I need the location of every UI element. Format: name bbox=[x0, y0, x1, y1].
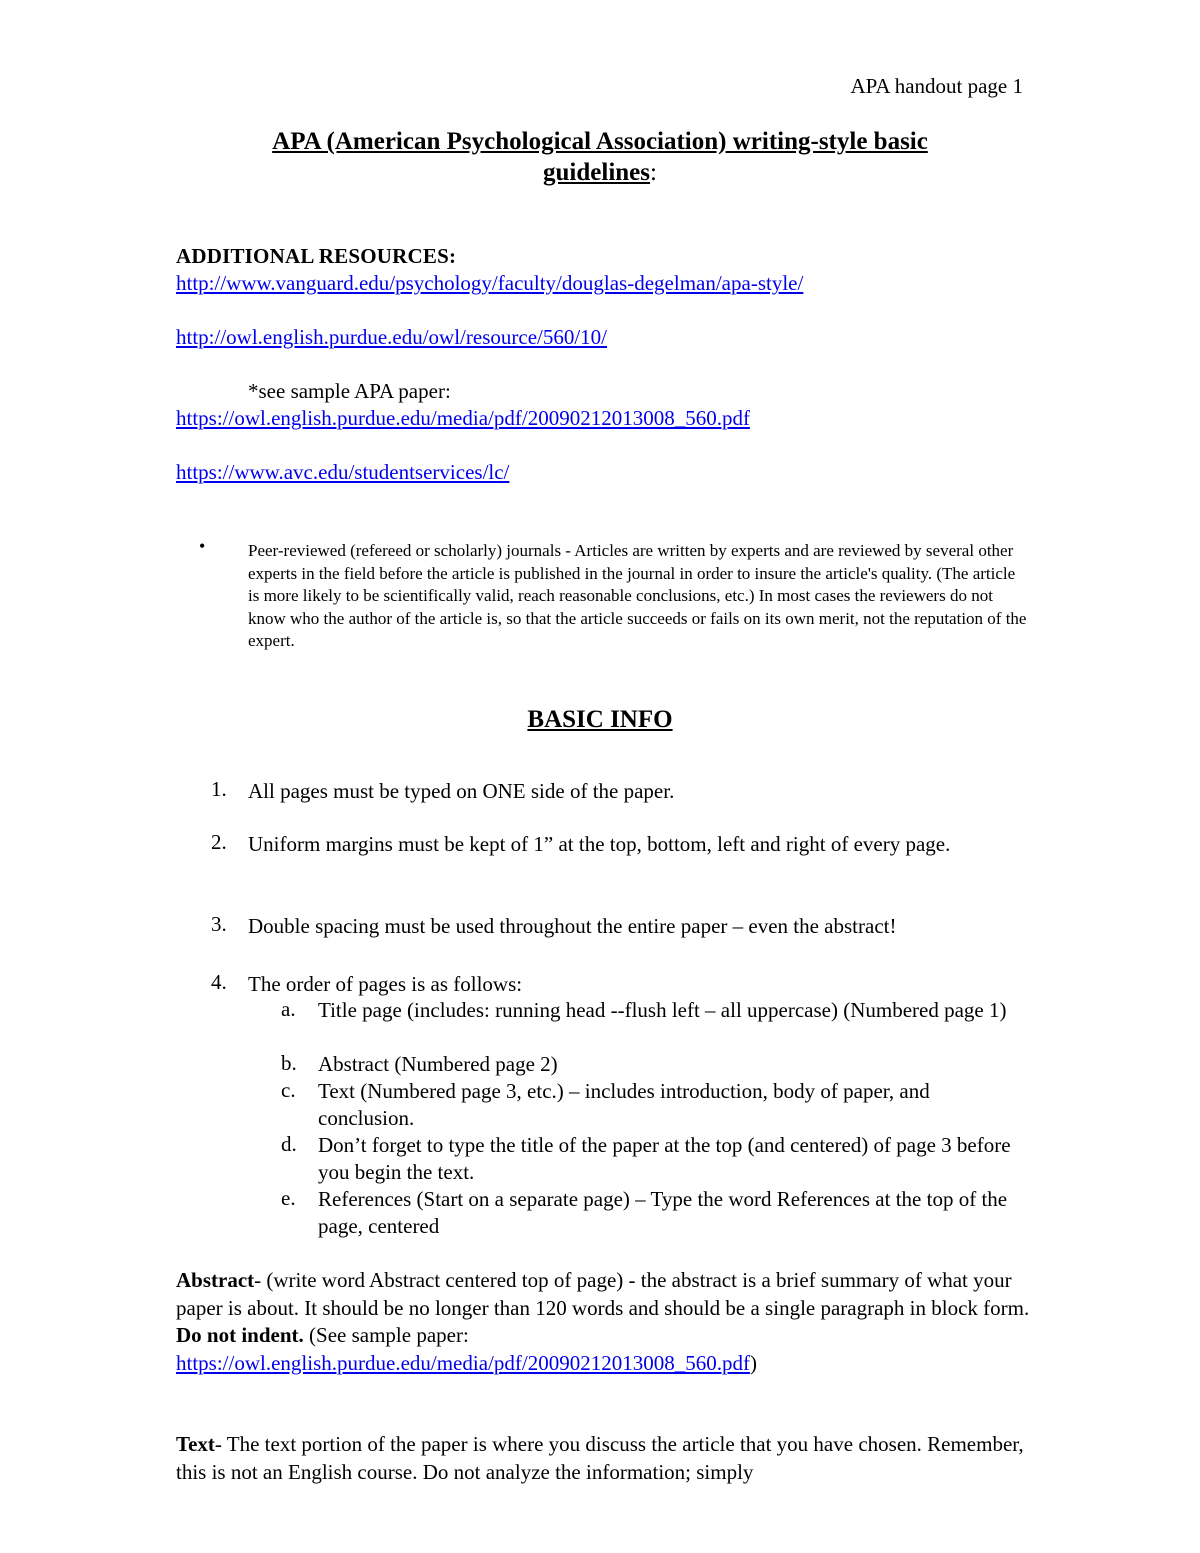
list-number: 1. bbox=[211, 777, 227, 801]
see-sample-label: *see sample APA paper: bbox=[248, 379, 451, 403]
resources-heading: ADDITIONAL RESOURCES: bbox=[176, 244, 457, 268]
link-avc[interactable]: https://www.avc.edu/studentservices/lc/ bbox=[176, 460, 510, 484]
text-paragraph bbox=[176, 1431, 1036, 1486]
bullet-icon: • bbox=[199, 536, 206, 556]
title-colon: : bbox=[650, 159, 657, 186]
link-vanguard[interactable]: http://www.vanguard.edu/psychology/faculty/douglas-degelman/apa-style/ bbox=[176, 271, 804, 295]
abstract-text: - (write word Abstract centered top of page) - the abstract is a brief summary of what your paper is about. It should be no longer than 120 words and should be a single paragraph in block form. bbox=[176, 1268, 1030, 1320]
abstract-sample-link[interactable]: https://owl.english.purdue.edu/media/pdf/20090212013008_560.pdf bbox=[176, 1350, 750, 1375]
title-line-1: APA (American Psychological Association) writing-style basic bbox=[272, 128, 928, 155]
list-number: 3. bbox=[211, 912, 227, 936]
sublist-item: References (Start on a separate page) – Type the word References at the top of the page, centered bbox=[318, 1187, 1008, 1238]
sublist-item: Text (Numbered page 3, etc.) – includes introduction, body of paper, and conclusion. bbox=[318, 1079, 930, 1130]
sublist-item: Title page (includes: running head --flush left – all uppercase) (Numbered page 1) bbox=[318, 998, 1007, 1022]
text-label: Text bbox=[176, 1432, 215, 1456]
text-body: - The text portion of the paper is where you discuss the article that you have chosen. Remember, this is not an English course. Do not analyze the information; simply bbox=[176, 1432, 1024, 1484]
list-item: All pages must be typed on ONE side of the paper. bbox=[248, 779, 675, 803]
sublist-letter: b. bbox=[281, 1051, 297, 1075]
sublist-letter: e. bbox=[281, 1186, 296, 1210]
abstract-label: Abstract bbox=[176, 1268, 255, 1292]
sublist-letter: a. bbox=[281, 997, 296, 1021]
list-item: Double spacing must be used throughout the entire paper – even the abstract! bbox=[248, 914, 897, 938]
sublist-item: Don’t forget to type the title of the paper at the top (and centered) of page 3 before you begin the text. bbox=[318, 1133, 1011, 1184]
abstract-paragraph bbox=[176, 1267, 1036, 1377]
list-number: 2. bbox=[211, 830, 227, 854]
peer-reviewed-bullet: Peer-reviewed (refereed or scholarly) journals - Articles are written by experts and are reviewed by several other experts in the field before the article is published in the journal in order to insure the article's quality. (The article is more likely to be scientifically valid, reach reasonable conclusions, etc.) In most cases the reviewers do not know who the author of the article is, so that the article succeeds or fails on its own merit, not the reputation of the expert. bbox=[248, 541, 1027, 650]
abstract-text-2: (See sample paper: bbox=[303, 1323, 469, 1347]
list-number: 4. bbox=[211, 970, 227, 994]
abstract-close-paren: ) bbox=[749, 1350, 757, 1375]
title-line-2: guidelines bbox=[543, 159, 651, 186]
sublist-letter: c. bbox=[281, 1078, 296, 1102]
list-item: Uniform margins must be kept of 1” at the top, bottom, left and right of every page. bbox=[248, 832, 951, 856]
link-sample-paper[interactable]: https://owl.english.purdue.edu/media/pdf/20090212013008_560.pdf bbox=[176, 406, 750, 430]
basic-info-heading: BASIC INFO bbox=[527, 706, 673, 733]
sublist-letter: d. bbox=[281, 1132, 297, 1156]
sublist-item: Abstract (Numbered page 2) bbox=[318, 1052, 558, 1076]
link-owl-resource[interactable]: http://owl.english.purdue.edu/owl/resource/560/10/ bbox=[176, 325, 608, 349]
page-header: APA handout page 1 bbox=[850, 74, 1023, 98]
list-item: The order of pages is as follows: bbox=[248, 972, 523, 996]
document-title bbox=[150, 126, 1050, 188]
do-not-indent: Do not indent. bbox=[176, 1323, 304, 1347]
